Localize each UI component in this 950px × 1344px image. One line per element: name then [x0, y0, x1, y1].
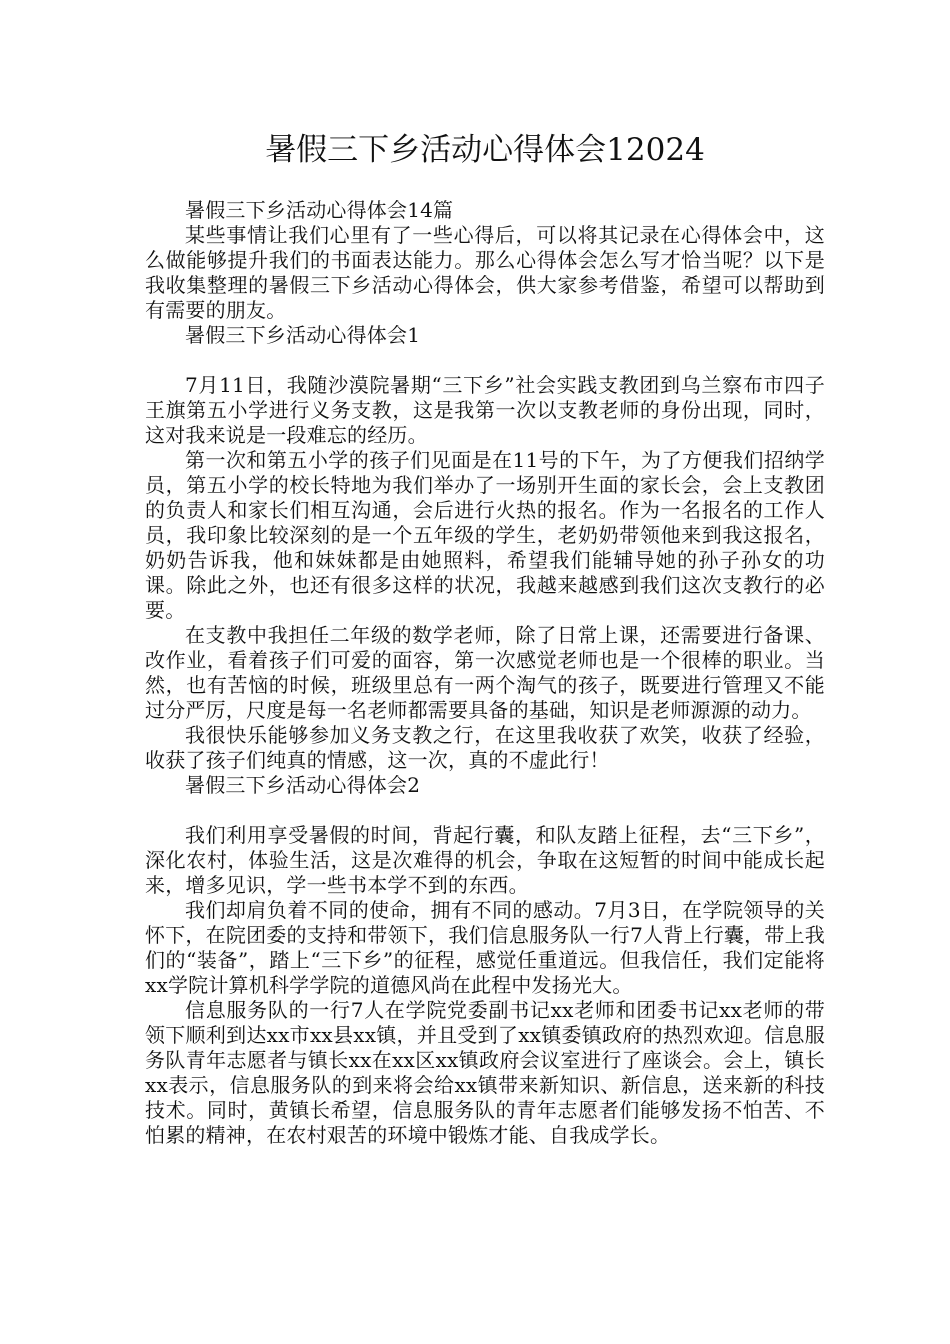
section-1-paragraph: 第一次和第五小学的孩子们见面是在11号的下午，为了方便我们招纳学员，第五小学的校长特地为我们举办了一场别开生面的家长会，会上支教团的负责人和家长们相互沟通，会后进行火热的报名。作为一名报名的工作人员，我印象比较深刻的是一个五年级的学生，老奶奶带领他来到我这报名，奶奶告诉我，他和妹妹都是由她照料，希望我们能辅导她的孙子孙女的功课。除此之外，也还有很多这样的状况，我越来越感到我们这次支教行的必要。: [145, 448, 825, 622]
section-2-paragraph: 我们利用享受暑假的时间，背起行囊，和队友踏上征程，去“三下乡”，深化农村，体验生活，这是次难得的机会，争取在这短暂的时间中能成长起来，增多见识，学一些书本学不到的东西。: [145, 823, 825, 897]
document-title: 暑假三下乡活动心得体会12024: [265, 132, 705, 168]
section-2-paragraph: 信息服务队的一行7人在学院党委副书记xx老师和团委书记xx老师的带领下顺利到达xx市xx县xx镇，并且受到了xx镇委镇政府的热烈欢迎。信息服务队青年志愿者与镇长xx在xx区xx镇政府会议室进行了座谈会。会上，镇长xx表示，信息服务队的到来将会给xx镇带来新知识、新信息，送来新的科技技术。同时，黄镇长希望，信息服务队的青年志愿者们能够发扬不怕苦、不怕累的精神，在农村艰苦的环境中锻炼才能、自我成学长。: [145, 998, 825, 1147]
blank-line: [145, 348, 825, 373]
document-subtitle: 暑假三下乡活动心得体会14篇: [185, 198, 454, 222]
intro-paragraph: 某些事情让我们心里有了一些心得后，可以将其记录在心得体会中，这么做能够提升我们的书面表达能力。那么心得体会怎么写才恰当呢？以下是我收集整理的暑假三下乡活动心得体会，供大家参考借鉴，希望可以帮助到有需要的朋友。: [145, 223, 825, 322]
section-heading-1: 暑假三下乡活动心得体会1: [185, 323, 421, 347]
blank-line: [145, 798, 825, 823]
document-body: [145, 198, 825, 1148]
section-1-paragraph: 我很快乐能够参加义务支教之行，在这里我收获了欢笑，收获了经验，收获了孩子们纯真的情感，这一次，真的不虚此行！: [145, 723, 825, 772]
section-heading-2: 暑假三下乡活动心得体会2: [185, 773, 421, 797]
section-1-paragraph: 7月11日，我随沙漠院暑期“三下乡”社会实践支教团到乌兰察布市四子王旗第五小学进行义务支教，这是我第一次以支教老师的身份出现，同时，这对我来说是一段难忘的经历。: [145, 373, 825, 447]
section-1-paragraph: 在支教中我担任二年级的数学老师，除了日常上课，还需要进行备课、改作业，看着孩子们可爱的面容，第一次感觉老师也是一个很棒的职业。当然，也有苦恼的时候，班级里总有一两个淘气的孩子，既要进行管理又不能过分严厉，尺度是每一名老师都需要具备的基础，知识是老师源源的动力。: [145, 623, 825, 722]
section-2-paragraph: 我们却肩负着不同的使命，拥有不同的感动。7月3日，在学院领导的关怀下，在院团委的支持和带领下，我们信息服务队一行7人背上行囊，带上我们的“装备”，踏上“三下乡”的征程，感觉任重道远。但我信任，我们定能将xx学院计算机科学学院的道德风尚在此程中发扬光大。: [145, 898, 825, 997]
